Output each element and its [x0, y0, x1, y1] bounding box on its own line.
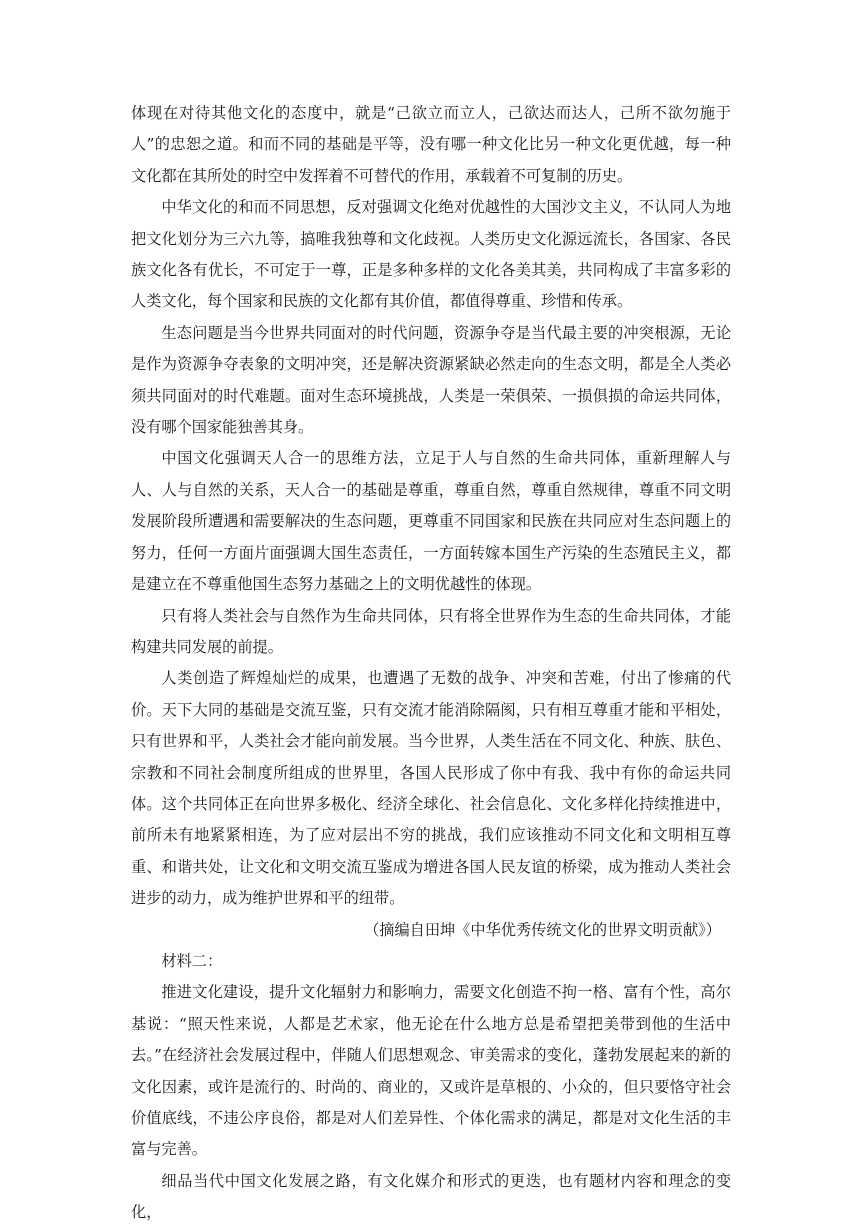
paragraph-continuation: 体现在对待其他文化的态度中，就是“己欲立而立人，己欲达而达人，己所不欲勿施于人”的忠恕之道。和而不同的基础是平等，没有哪一种文化比另一种文化更优越，每一种文化都在其所处的时空中发挥着不可替代的作用，承载着不可复制的历史。 — [131, 104, 731, 185]
paragraph: 生态问题是当今世界共同面对的时代问题，资源争夺是当代最主要的冲突根源，无论是作为资源争夺表象的文明冲突，还是解决资源紧缺必然走向的生态文明，都是全人类必须共同面对的时代难题。面对生态环境挑战，人类是一荣俱荣、一损俱损的命运共同体，没有哪个国家能独善其身。 — [131, 323, 731, 437]
paragraph: 细品当代中国文化发展之路，有文化媒介和形式的更迭，也有题材内容和理念的变化， — [131, 1171, 731, 1222]
paragraph: 中国文化强调天人合一的思维方法，立足于人与自然的生命共同体，重新理解人与人、人与自然的关系，天人合一的基础是尊重，尊重自然，尊重自然规律，尊重不同文明发展阶段所遭遇和需要解决的生态问题，更尊重不同国家和民族在共同应对生态问题上的努力，任何一方面片面强调大国生态责任，一方面转嫁本国生产污染的生态殖民主义，都是建立在不尊重他国生态努力基础之上的文明优越性的体现。 — [131, 449, 731, 594]
material-two-label: 材料二： — [161, 951, 223, 970]
source-citation: （摘编自田坤《中华优秀传统文化的世界文明贡献》） — [364, 920, 721, 939]
paragraph: 人类创造了辉煌灿烂的成果，也遭遇了无数的战争、冲突和苦难，付出了惨痛的代价。天下大同的基础是交流互鉴，只有交流才能消除隔阂，只有相互尊重才能和平相处，只有世界和平，人类社会才能向前发展。当今世界，人类生活在不同文化、种族、肤色、宗教和不同社会制度所组成的世界里，各国人民形成了你中有我、我中有你的命运共同体。这个共同体正在向世界多极化、经济全球化、社会信息化、文化多样化持续推进中，前所未有地紧紧相连，为了应对层出不穷的挑战，我们应该推动不同文化和文明相互尊重、和谐共处，让文化和文明交流互鉴成为增进各国人民友谊的桥梁，成为推动人类社会进步的动力，成为维护世界和平的纽带。 — [131, 669, 731, 908]
document-body — [131, 98, 731, 1229]
paragraph: 只有将人类社会与自然作为生命共同体，只有将全世界作为生态的生命共同体，才能构建共同发展的前提。 — [131, 606, 731, 656]
paragraph: 中华文化的和而不同思想，反对强调文化绝对优越性的大国沙文主义，不认同人为地把文化划分为三六九等，搞唯我独尊和文化歧视。人类历史文化源远流长，各国家、各民族文化各有优长，不可定于一尊，正是多种多样的文化各美其美，共同构成了丰富多彩的人类文化，每个国家和民族的文化都有其价值，都值得尊重、珍惜和传承。 — [131, 198, 731, 311]
paragraph: 推进文化建设，提升文化辐射力和影响力，需要文化创造不拘一格、富有个性，高尔基说：“照天性来说，人都是艺术家，他无论在什么地方总是希望把美带到他的生活中去。”在经济社会发展过程中，伴随人们思想观念、审美需求的变化，蓬勃发展起来的新的文化因素，或许是流行的、时尚的、商业的，又或许是草根的、小众的，但只要恪守社会价值底线，不违公序良俗，都是对人们差异性、个体化需求的满足，都是对文化生活的丰富与完善。 — [131, 983, 731, 1159]
